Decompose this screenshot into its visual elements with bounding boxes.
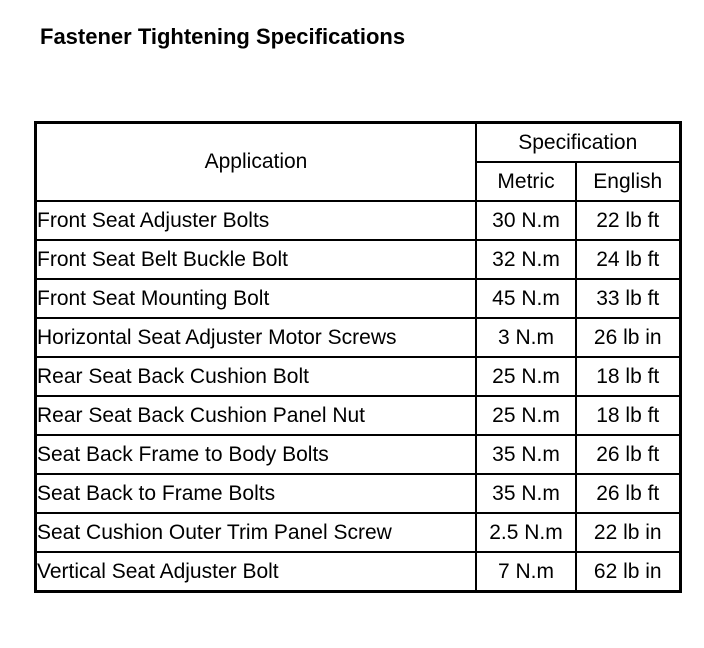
cell-metric: 32 N.m: [476, 240, 576, 279]
cell-english: 62 lb in: [576, 552, 680, 592]
cell-metric: 45 N.m: [476, 279, 576, 318]
cell-application: Rear Seat Back Cushion Panel Nut: [36, 396, 477, 435]
fastener-spec-table: [34, 121, 682, 593]
cell-english: 18 lb ft: [576, 396, 680, 435]
cell-metric: 2.5 N.m: [476, 513, 576, 552]
table-row: [36, 552, 681, 592]
cell-english: 18 lb ft: [576, 357, 680, 396]
header-specification: Specification: [476, 123, 680, 163]
cell-application: Seat Back Frame to Body Bolts: [36, 435, 477, 474]
table-row: [36, 201, 681, 240]
cell-application: Front Seat Adjuster Bolts: [36, 201, 477, 240]
table-row: [36, 357, 681, 396]
cell-english: 33 lb ft: [576, 279, 680, 318]
cell-application: Rear Seat Back Cushion Bolt: [36, 357, 477, 396]
header-english: English: [576, 162, 680, 201]
table-header-row: [36, 123, 681, 163]
table-row: [36, 240, 681, 279]
page-title: Fastener Tightening Specifications: [40, 24, 406, 49]
table-row: [36, 474, 681, 513]
cell-metric: 35 N.m: [476, 474, 576, 513]
cell-metric: 30 N.m: [476, 201, 576, 240]
cell-english: 22 lb ft: [576, 201, 680, 240]
cell-english: 26 lb ft: [576, 474, 680, 513]
table-row: [36, 435, 681, 474]
cell-metric: 35 N.m: [476, 435, 576, 474]
header-metric: Metric: [476, 162, 576, 201]
cell-application: Front Seat Mounting Bolt: [36, 279, 477, 318]
table-row: [36, 396, 681, 435]
table-row: [36, 279, 681, 318]
cell-application: Front Seat Belt Buckle Bolt: [36, 240, 477, 279]
cell-metric: 7 N.m: [476, 552, 576, 592]
cell-english: 22 lb in: [576, 513, 680, 552]
header-application: Application: [36, 123, 477, 202]
cell-english: 26 lb in: [576, 318, 680, 357]
cell-application: Seat Back to Frame Bolts: [36, 474, 477, 513]
cell-application: Seat Cushion Outer Trim Panel Screw: [36, 513, 477, 552]
cell-application: Vertical Seat Adjuster Bolt: [36, 552, 477, 592]
table-row: [36, 513, 681, 552]
cell-english: 24 lb ft: [576, 240, 680, 279]
cell-metric: 25 N.m: [476, 357, 576, 396]
cell-metric: 25 N.m: [476, 396, 576, 435]
table-row: [36, 318, 681, 357]
cell-english: 26 lb ft: [576, 435, 680, 474]
cell-application: Horizontal Seat Adjuster Motor Screws: [36, 318, 477, 357]
cell-metric: 3 N.m: [476, 318, 576, 357]
